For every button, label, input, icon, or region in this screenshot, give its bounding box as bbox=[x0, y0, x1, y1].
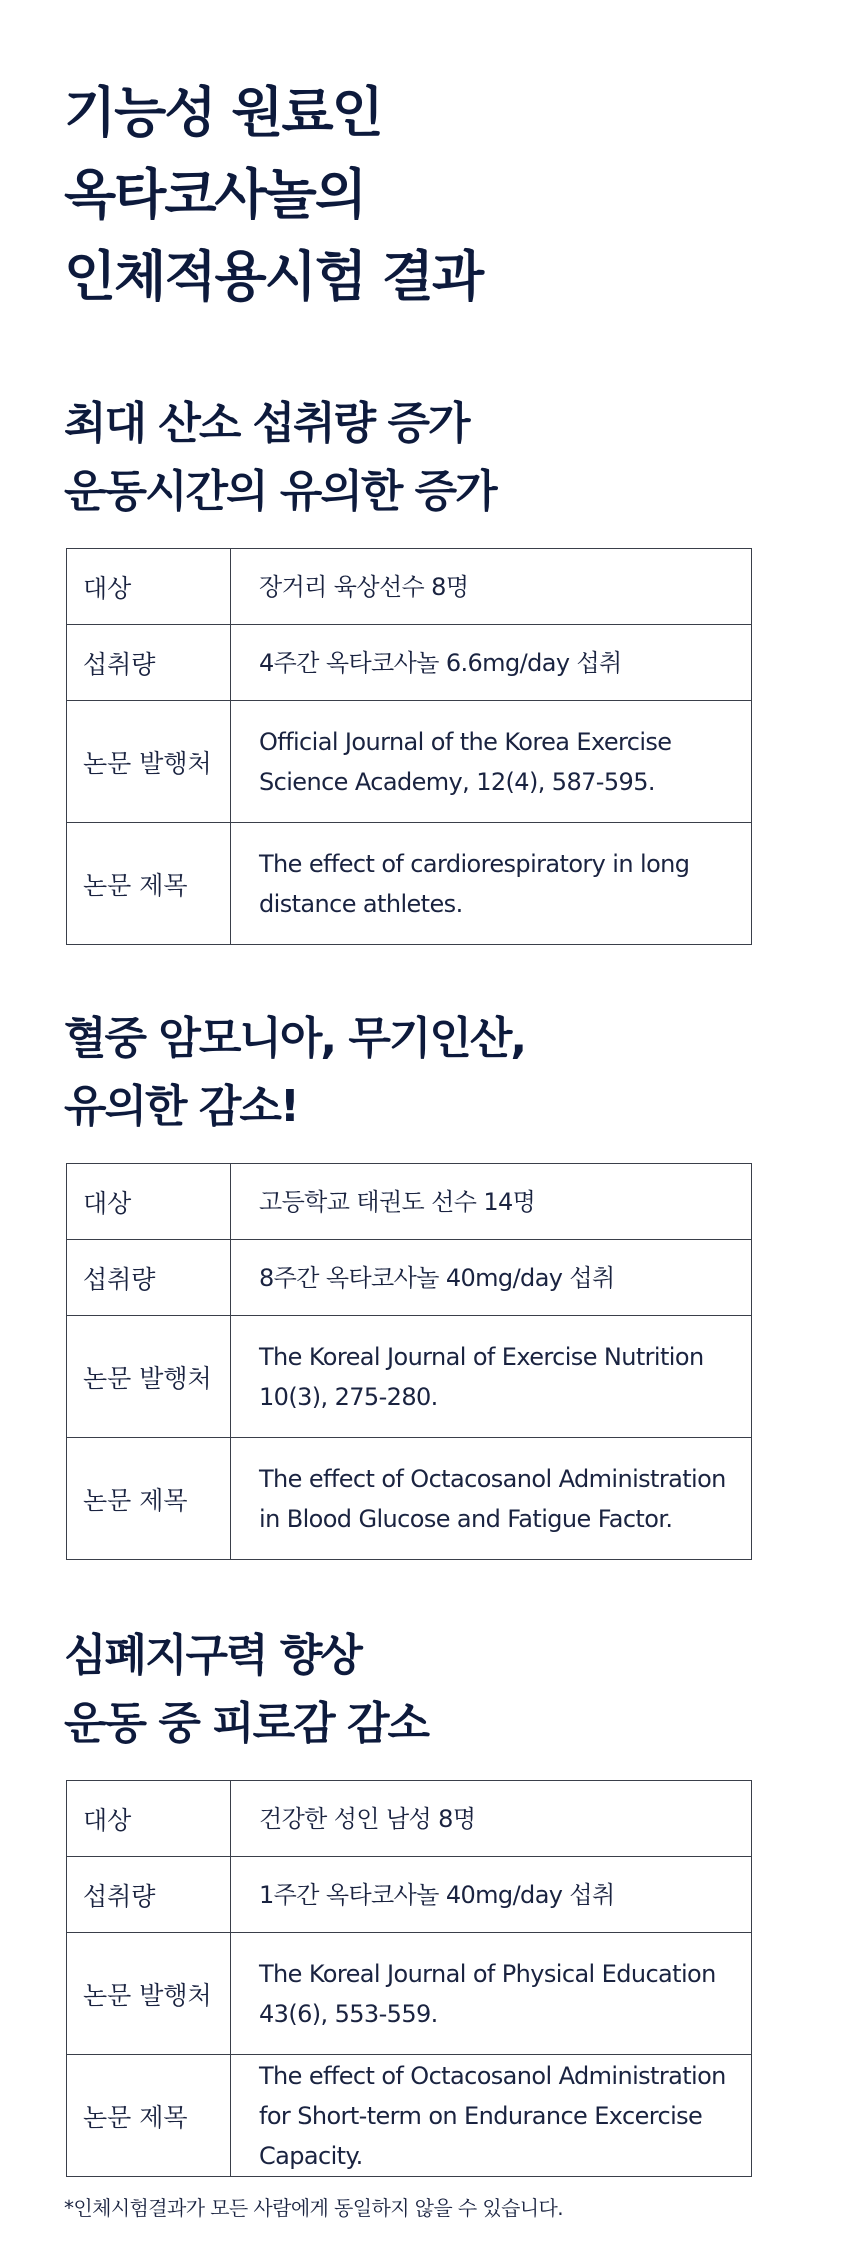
row-label: 대상 bbox=[67, 1164, 231, 1240]
row-label: 논문 제목 bbox=[67, 823, 231, 945]
row-value: 8주간 옥타코사놀 40mg/day 섭취 bbox=[231, 1240, 752, 1316]
row-value: The effect of Octacosanol Administration for Short-term on Endurance Excercise Capacity. bbox=[231, 2055, 752, 2177]
row-value: The effect of Octacosanol Administration in Blood Glucose and Fatigue Factor. bbox=[231, 1438, 752, 1560]
row-label: 논문 발행처 bbox=[67, 1933, 231, 2055]
row-value: 고등학교 태권도 선수 14명 bbox=[231, 1164, 752, 1240]
table-row-subject bbox=[67, 1781, 752, 1857]
row-value: The Koreal Journal of Exercise Nutrition 10(3), 275-280. bbox=[231, 1316, 752, 1438]
section-title-line: 운동 중 피로감 감소 bbox=[64, 1698, 428, 1749]
study-info-table bbox=[66, 548, 752, 945]
page-title-line: 기능성 원료인 bbox=[64, 81, 382, 144]
study-info-table bbox=[66, 1780, 752, 2177]
section-title bbox=[64, 1005, 752, 1141]
section-title-line: 최대 산소 섭취량 증가 bbox=[64, 398, 469, 449]
section-title-line: 유의한 감소! bbox=[64, 1081, 298, 1132]
section-title bbox=[64, 1622, 752, 1758]
section-title bbox=[64, 390, 752, 526]
disclaimer-footnote: *인체시험결과가 모든 사람에게 동일하지 않을 수 있습니다. bbox=[64, 2196, 563, 2220]
table-row-paper-title bbox=[67, 823, 752, 945]
row-label: 섭취량 bbox=[67, 1240, 231, 1316]
row-label: 논문 발행처 bbox=[67, 701, 231, 823]
page-title-line: 옥타코사놀의 bbox=[64, 163, 365, 226]
page-title bbox=[64, 72, 824, 318]
row-label: 섭취량 bbox=[67, 625, 231, 701]
row-label: 논문 발행처 bbox=[67, 1316, 231, 1438]
row-value: 건강한 성인 남성 8명 bbox=[231, 1781, 752, 1857]
row-value: Official Journal of the Korea Exercise Science Academy, 12(4), 587-595. bbox=[231, 701, 752, 823]
row-label: 논문 제목 bbox=[67, 1438, 231, 1560]
section-title-line: 운동시간의 유의한 증가 bbox=[64, 466, 496, 517]
table-row-paper-title bbox=[67, 2055, 752, 2177]
study-section-oxygen-intake bbox=[66, 390, 752, 945]
row-label: 논문 제목 bbox=[67, 2055, 231, 2177]
row-value: 4주간 옥타코사놀 6.6mg/day 섭취 bbox=[231, 625, 752, 701]
table-row-dosage bbox=[67, 1857, 752, 1933]
table-row-subject bbox=[67, 549, 752, 625]
section-title-line: 혈중 암모니아, 무기인산, bbox=[64, 1013, 526, 1064]
row-value: The Koreal Journal of Physical Education 43(6), 553-559. bbox=[231, 1933, 752, 2055]
table-row-publisher bbox=[67, 701, 752, 823]
row-value: 장거리 육상선수 8명 bbox=[231, 549, 752, 625]
study-section-endurance bbox=[66, 1622, 752, 2177]
page-title-line: 인체적용시험 결과 bbox=[64, 245, 483, 308]
row-value: 1주간 옥타코사놀 40mg/day 섭취 bbox=[231, 1857, 752, 1933]
section-title-line: 심폐지구력 향상 bbox=[64, 1630, 361, 1681]
table-row-paper-title bbox=[67, 1438, 752, 1560]
table-row-dosage bbox=[67, 625, 752, 701]
table-row-publisher bbox=[67, 1316, 752, 1438]
row-label: 대상 bbox=[67, 549, 231, 625]
row-label: 대상 bbox=[67, 1781, 231, 1857]
table-row-subject bbox=[67, 1164, 752, 1240]
study-info-table bbox=[66, 1163, 752, 1560]
study-section-ammonia bbox=[66, 1005, 752, 1560]
row-value: The effect of cardiorespiratory in long distance athletes. bbox=[231, 823, 752, 945]
table-row-dosage bbox=[67, 1240, 752, 1316]
table-row-publisher bbox=[67, 1933, 752, 2055]
row-label: 섭취량 bbox=[67, 1857, 231, 1933]
